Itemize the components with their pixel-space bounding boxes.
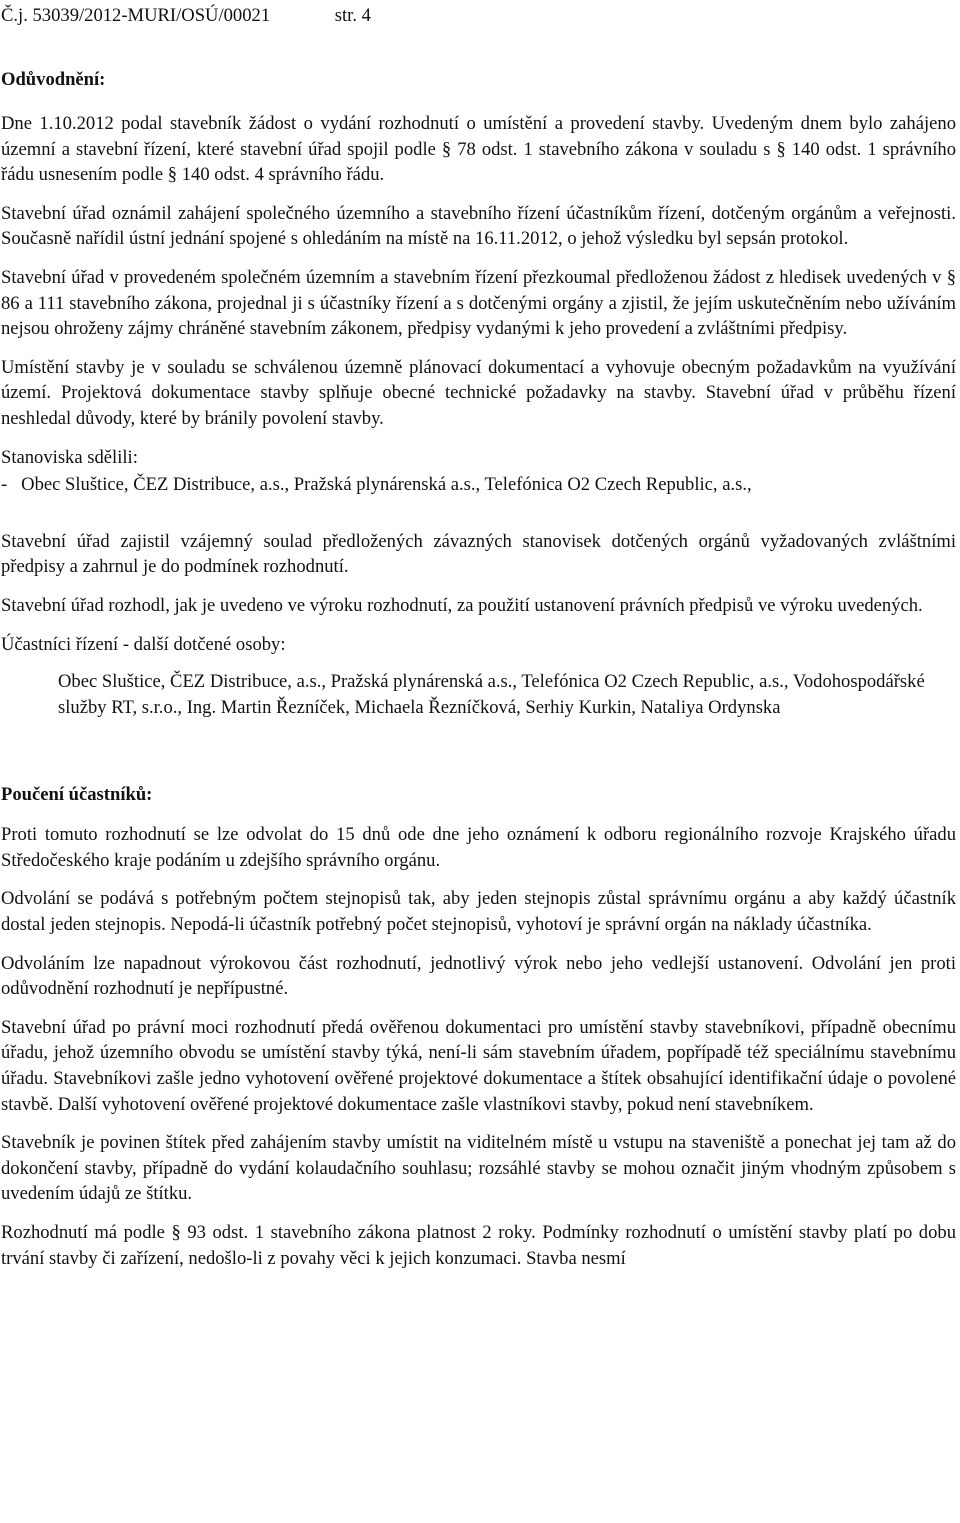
instruction-paragraph: Stavební úřad po právní moci rozhodnutí předá ověřenou dokumentaci pro umístění stavby stavebníkovi, případně obecnímu úřadu, jehož územního obvodu se umístění stavby týká, není-li sám stavebním úřadem, popřípadě též speciálnímu stavebnímu úřadu. Stavebníkovi zašle jedno vyhotovení ověřené projektové dokumentace a štítek obsahující identifikační údaje o povolené stavbě. Další vyhotovení ověřené projektové dokumentace zašle vlastníkovi stavby, pokud není stavebníkem.: [1, 1016, 956, 1115]
reasoning-paragraph: Stavební úřad zajistil vzájemný soulad předložených závazných stanovisek dotčených orgánů vyžadovaných zvláštními předpisy a zahrnul je do podmínek rozhodnutí.: [1, 530, 956, 578]
participants-heading: Účastníci řízení - další dotčené osoby:: [1, 633, 286, 655]
statements-item: - Obec Sluštice, ČEZ Distribuce, a.s., Pražská plynárenská a.s., Telefónica O2 Czech Republic, a.s.,: [1, 474, 752, 496]
instruction-paragraph: Odvoláním lze napadnout výrokovou část rozhodnutí, jednotlivý výrok nebo jeho vedlejší ustanovení. Odvolání jen proti odůvodnění rozhodnutí je nepřípustné.: [1, 952, 956, 1000]
reasoning-paragraph: Dne 1.10.2012 podal stavebník žádost o vydání rozhodnutí o umístění a provedení stavby. Uvedeným dnem bylo zahájeno územní a stavební řízení, které stavební úřad spojil podle § 78 odst. 1 stavebního zákona v souladu s § 140 odst. 1 správního řádu usnesením podle § 140 odst. 4 správního řádu.: [1, 113, 956, 186]
reasoning-heading: Odůvodnění:: [1, 69, 106, 90]
reasoning-paragraph: Stavební úřad rozhodl, jak je uvedeno ve výroku rozhodnutí, za použití ustanovení právních předpisů ve výroku uvedených.: [1, 594, 923, 616]
instruction-paragraph: Odvolání se podává s potřebným počtem stejnopisů tak, aby jeden stejnopis zůstal správnímu orgánu a aby každý účastník dostal jeden stejnopis. Nepodá-li účastník potřebný počet stejnopisů, vyhotoví je správní orgán na náklady účastníka.: [1, 888, 956, 936]
reasoning-paragraph: Stavební úřad v provedeném společném územním a stavebním řízení přezkoumal předloženou žádost z hledisek uvedených v § 86 a 111 stavebního zákona, projednal ji s účastníky řízení a s dotčenými orgány a zjistil, že jejím uskutečněním nebo užíváním nejsou ohroženy zájmy chráněné stavebním zákonem, předpisy vydanými k jeho provedení a zvláštními předpisy.: [1, 266, 956, 340]
reasoning-paragraph: Umístění stavby je v souladu se schválenou územně plánovací dokumentací a vyhovuje obecným požadavkům na využívání území. Projektová dokumentace stavby splňuje obecné technické požadavky na stavby. Stavební úřad v průběhu řízení neshledal důvody, které by bránily povolení stavby.: [1, 356, 956, 429]
statements-heading: Stanoviska sdělili:: [1, 446, 138, 468]
participants-list: Obec Sluštice, ČEZ Distribuce, a.s., Pražská plynárenská a.s., Telefónica O2 Czech Republic, a.s., Vodohospodářské služby RT, s.r.o., Ing. Martin Řezníček, Michaela Řezníčková, Serhiy Kurkin, Nataliya Ordynska: [58, 671, 925, 718]
instruction-paragraph: Proti tomuto rozhodnutí se lze odvolat do 15 dnů ode dne jeho oznámení k odboru regionálního rozvoje Krajského úřadu Středočeského kraje podáním u zdejšího správního orgánu.: [1, 824, 956, 871]
reference-number: Č.j. 53039/2012-MURI/OSÚ/00021: [1, 5, 271, 26]
page-number: str. 4: [334, 5, 371, 26]
instruction-heading: Poučení účastníků:: [1, 784, 153, 806]
page-header: [1, 3, 956, 27]
instruction-paragraph: Rozhodnutí má podle § 93 odst. 1 stavebního zákona platnost 2 roky. Podmínky rozhodnutí o umístění stavby platí po dobu trvání stavby či zařízení, nedošlo-li z povahy věci k jejich konzumaci. Stavba nesmí: [1, 1222, 956, 1269]
instruction-paragraph: Stavebník je povinen štítek před zahájením stavby umístit na viditelném místě u vstupu na staveniště a ponechat jej tam až do dokončení stavby, případně do vydání kolaudačního souhlasu; rozsáhlé stavby se mohou označit jiným vhodným způsobem s uvedením údajů ze štítku.: [1, 1132, 956, 1205]
reasoning-paragraph: Stavební úřad oznámil zahájení společného územního a stavebního řízení účastníkům řízení, dotčeným orgánům a veřejnosti. Současně nařídil ústní jednání spojené s ohledáním na místě na 16.11.2012, o jehož výsledku byl sepsán protokol.: [1, 202, 956, 250]
